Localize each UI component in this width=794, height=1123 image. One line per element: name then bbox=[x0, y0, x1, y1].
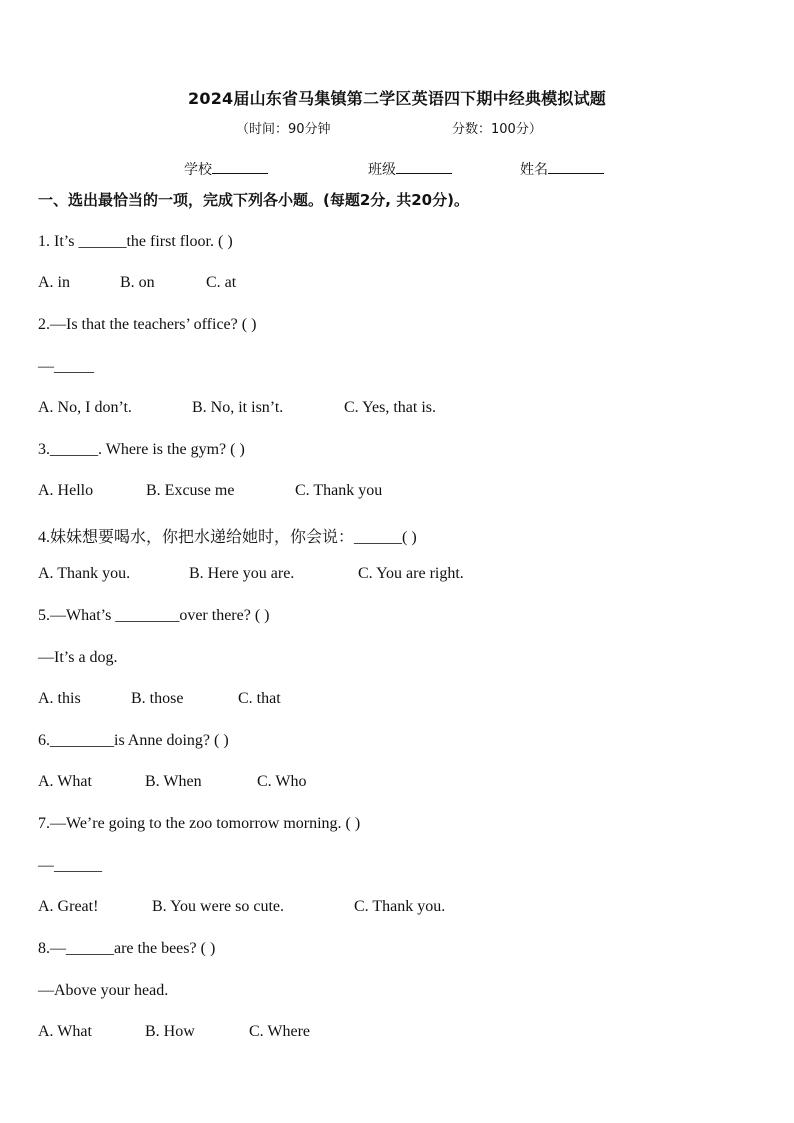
option-a: A. this bbox=[38, 690, 81, 707]
option-a: A. Hello bbox=[38, 482, 94, 499]
reply-5: —It’s a dog. bbox=[38, 649, 118, 666]
option-b: B. You were so cute. bbox=[152, 898, 284, 915]
option-c: C. Thank you bbox=[295, 482, 383, 499]
options-4 bbox=[38, 565, 464, 583]
reply-8: —Above your head. bbox=[38, 982, 169, 999]
options-6 bbox=[38, 773, 306, 791]
option-b: B. No, it isn’t. bbox=[192, 399, 284, 416]
option-c: C. Yes, that is. bbox=[344, 399, 437, 416]
question-3: 3.______. Where is the gym? ( ) bbox=[38, 441, 245, 458]
question-4: 4.妹妹想要喝水，你把水递给她时，你会说：______( ) bbox=[38, 529, 417, 546]
name-label: 姓名 bbox=[520, 162, 548, 178]
exam-score: 分数：100分） bbox=[452, 122, 542, 137]
option-b: B. When bbox=[145, 773, 202, 790]
reply-2: —_____ bbox=[38, 358, 94, 375]
options-8 bbox=[38, 1023, 310, 1041]
option-b: B. How bbox=[145, 1023, 195, 1040]
reply-7: —______ bbox=[38, 857, 102, 874]
school-label: 学校 bbox=[184, 162, 212, 178]
option-a: A. Thank you. bbox=[38, 565, 131, 582]
question-1: 1. It’s ______the first floor. ( ) bbox=[38, 233, 233, 250]
question-7: 7.—We’re going to the zoo tomorrow morning. ( ) bbox=[38, 815, 361, 832]
options-1 bbox=[38, 274, 236, 292]
option-b: B. Excuse me bbox=[146, 482, 235, 499]
option-c: C. Who bbox=[257, 773, 307, 790]
option-b: B. those bbox=[131, 690, 184, 707]
question-8: 8.—______are the bees? ( ) bbox=[38, 940, 216, 957]
class-label: 班级 bbox=[368, 162, 396, 178]
options-2 bbox=[38, 399, 436, 417]
option-c: C. at bbox=[206, 274, 237, 291]
question-6: 6.________is Anne doing? ( ) bbox=[38, 732, 229, 749]
option-c: C. You are right. bbox=[358, 565, 464, 582]
school-blank bbox=[212, 159, 268, 174]
option-c: C. that bbox=[238, 690, 281, 707]
option-a: A. What bbox=[38, 1023, 92, 1040]
options-3 bbox=[38, 482, 382, 500]
page-title: 2024届山东省马集镇第二学区英语四下期中经典模拟试题 bbox=[188, 89, 606, 108]
class-blank bbox=[396, 159, 452, 174]
question-5: 5.—What’s ________over there? ( ) bbox=[38, 607, 270, 624]
options-5 bbox=[38, 690, 281, 708]
option-c: C. Thank you. bbox=[354, 898, 446, 915]
option-a: A. Great! bbox=[38, 898, 99, 915]
name-field bbox=[520, 159, 604, 179]
option-a: A. No, I don’t. bbox=[38, 399, 132, 416]
option-a: A. What bbox=[38, 773, 92, 790]
option-c: C. Where bbox=[249, 1023, 311, 1040]
option-b: B. Here you are. bbox=[189, 565, 295, 582]
section-heading: 一、选出最恰当的一项，完成下列各小题。(每题2分, 共20分)。 bbox=[38, 191, 469, 209]
school-field bbox=[184, 159, 268, 179]
name-blank bbox=[548, 159, 604, 174]
option-b: B. on bbox=[120, 274, 155, 291]
class-field bbox=[368, 159, 452, 179]
exam-time: （时间：90分钟 bbox=[236, 122, 331, 137]
option-a: A. in bbox=[38, 274, 70, 291]
question-2: 2.—Is that the teachers’ office? ( ) bbox=[38, 316, 257, 333]
options-7 bbox=[38, 898, 445, 916]
